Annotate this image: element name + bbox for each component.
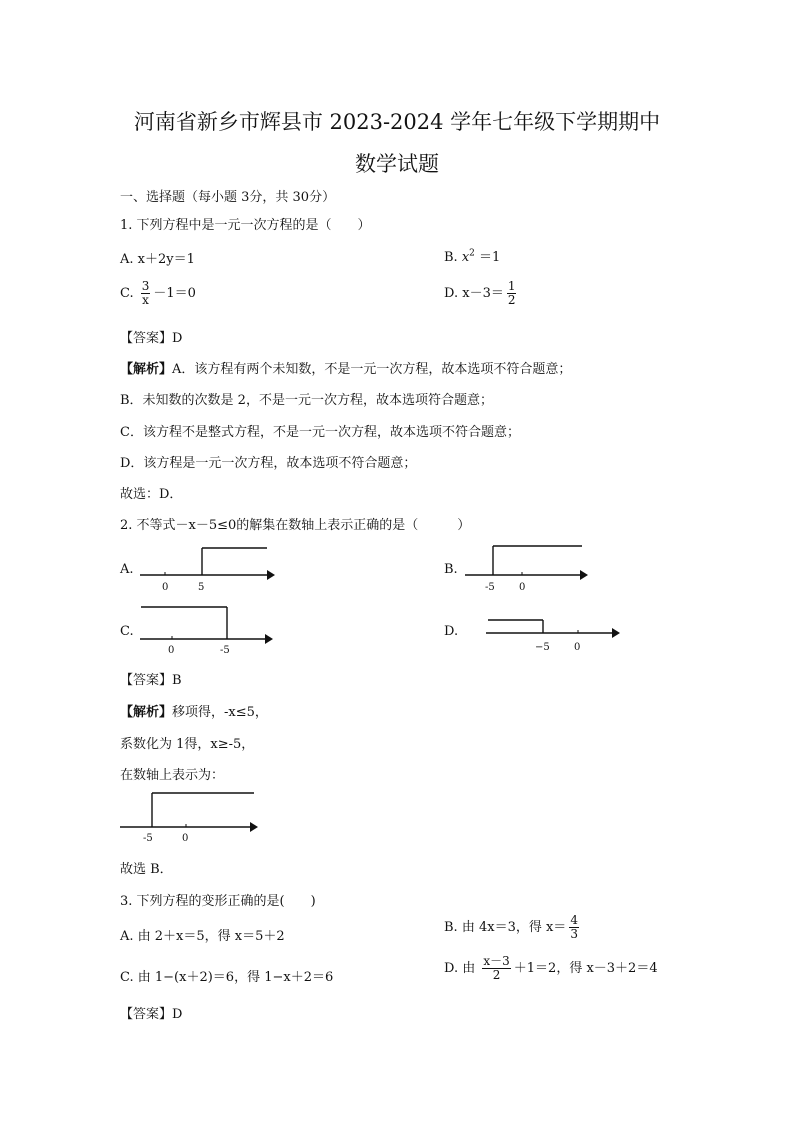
q2-option-c-label: C. — [120, 624, 134, 639]
q1-stem: 1. 下列方程中是一元一次方程的是（ ） — [120, 218, 371, 233]
q3-option-b: B. 由 4x＝3，得 x＝ $\frac{4}{3}$ — [444, 913, 578, 942]
q1-option-d: D. x－3＝ $\frac{1}{2}$ — [444, 279, 516, 308]
q2-conclusion: 故选 B． — [120, 862, 173, 877]
q3-option-d-fraction: $\frac{x-3}{2}$ — [483, 954, 510, 983]
q2-number-line-a — [135, 540, 275, 596]
q1-analysis-1: 【解析】A．该方程有两个未知数，不是一元一次方程，故本选项不符合题意； — [120, 362, 572, 377]
section-heading: 一、选择题（每小题 3分，共 30分） — [120, 190, 336, 205]
q2-a-mark-label: 5 — [198, 582, 205, 593]
q2-option-a-label: A. — [120, 562, 134, 577]
q1-analysis-3: C．该方程不是整式方程，不是一元一次方程，故本选项不符合题意； — [120, 425, 520, 440]
q3-option-b-fraction: $\frac{4}{3}$ — [570, 913, 578, 942]
q1-option-a: A. x＋2y＝1 — [120, 252, 195, 267]
q2-analysis-1: 【解析】移项得，-x≤5， — [120, 705, 268, 720]
q1-analysis-2: B．未知数的次数是 2，不是一元一次方程，故本选项符合题意； — [120, 393, 493, 408]
q2-b-zero-label: 0 — [519, 582, 526, 593]
q2-number-line-d — [484, 612, 620, 658]
q2-number-line-b — [460, 540, 588, 596]
document-subtitle: 数学试题 — [355, 152, 439, 176]
q2-c-mark-label: -5 — [220, 645, 230, 656]
q2-option-d-label: D. — [444, 624, 459, 639]
q2-stem: 2. 不等式－x－5≤0的解集在数轴上表示正确的是（ ） — [120, 518, 471, 533]
q2-analysis-2: 系数化为 1得，x≥-5， — [120, 737, 255, 752]
q2-d-zero-label: 0 — [574, 642, 581, 653]
q2-a-zero-label: 0 — [162, 582, 169, 593]
q2-sol-zero-label: 0 — [182, 833, 189, 844]
q3-option-a: A. 由 2＋x＝5，得 x＝5＋2 — [120, 929, 285, 944]
q2-b-mark-label: -5 — [485, 582, 495, 593]
q1-option-c-fraction: $\frac{3}{x}$ — [141, 279, 150, 308]
q2-number-line-c — [135, 601, 273, 657]
q3-option-c: C. 由 1−(x＋2)＝6，得 1−x＋2＝6 — [120, 970, 334, 985]
q2-d-mark-label: −5 — [535, 642, 550, 653]
q1-analysis-4: D．该方程是一元一次方程，故本选项不符合题意； — [120, 456, 417, 471]
q2-analysis-3: 在数轴上表示为： — [120, 768, 225, 783]
q2-solution-number-line — [118, 788, 260, 846]
q1-answer: 【答案】D — [120, 331, 183, 346]
q2-c-zero-label: 0 — [168, 645, 175, 656]
q3-answer: 【答案】D — [120, 1007, 183, 1022]
q1-option-b: B. $x^2 =1$ — [444, 248, 501, 265]
q1-conclusion: 故选：D． — [120, 487, 183, 502]
document-title: 河南省新乡市辉县市 2023-2024 学年七年级下学期期中 — [133, 110, 661, 134]
q1-option-d-fraction: $\frac{1}{2}$ — [507, 279, 516, 308]
q3-stem: 3. 下列方程的变形正确的是( ) — [120, 894, 316, 909]
q2-answer: 【答案】B — [120, 673, 182, 688]
q1-option-c: C. $\frac{3}{x}$ －1＝0 — [120, 279, 196, 308]
q2-option-b-label: B. — [444, 562, 458, 577]
q2-sol-mark-label: -5 — [143, 833, 153, 844]
q3-option-d: D. 由 $\frac{x-3}{2}$ ＋1＝2，得 x－3＋2＝4 — [444, 954, 658, 983]
